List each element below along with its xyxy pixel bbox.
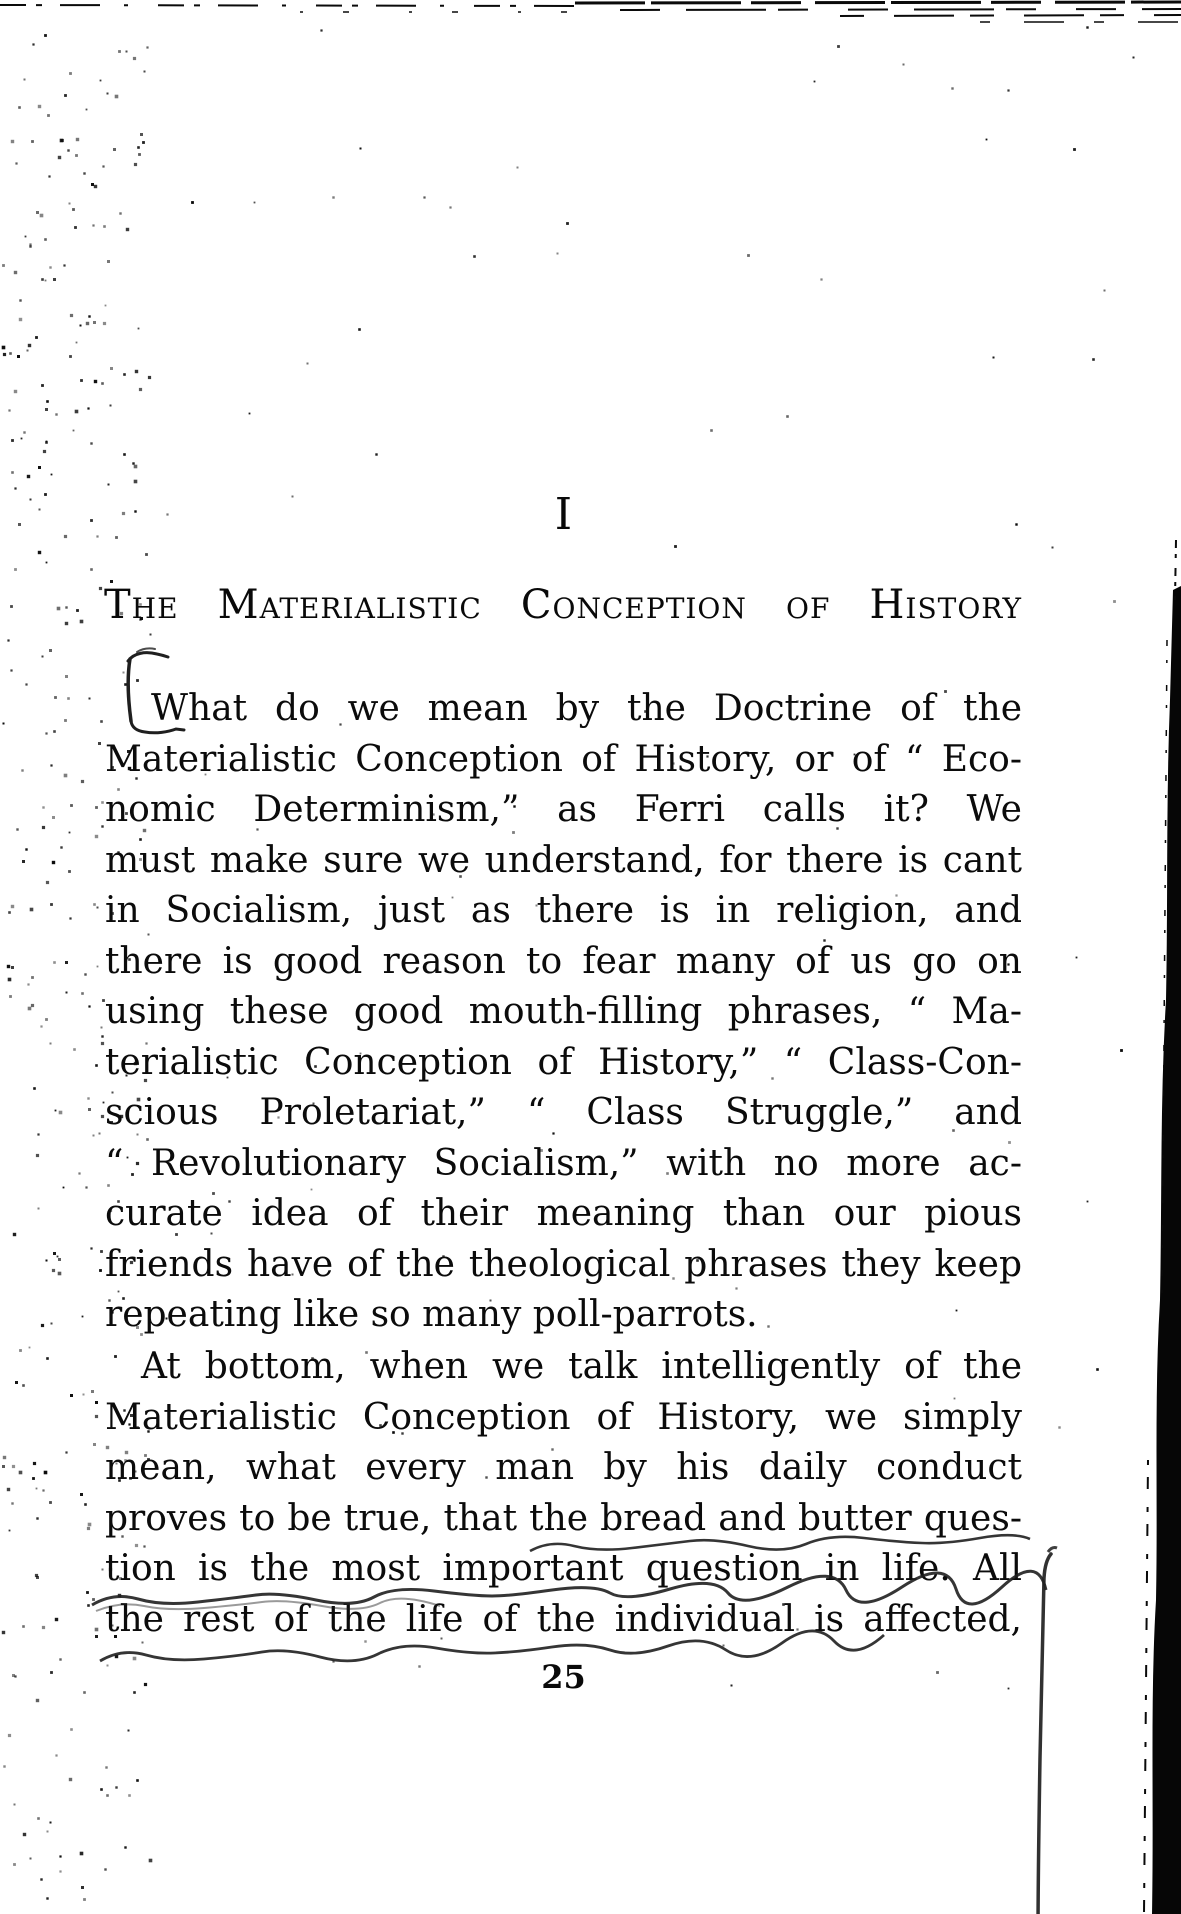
- paragraph-2: [105, 1342, 1022, 1645]
- text-line: tion is the most important question in life. All: [105, 1548, 1022, 1589]
- chapter-numeral: I: [554, 489, 573, 540]
- text-line: there is good reason to fear many of us go on: [105, 940, 1022, 982]
- paragraph-1: [105, 684, 1022, 1341]
- text-line: the rest of the life of the individual is affected,: [105, 1598, 1022, 1640]
- text-line: scious Proletariat,” “ Class Struggle,” and: [105, 1092, 1022, 1133]
- text-line: mean, what every man by his daily conduct: [105, 1447, 1022, 1488]
- text-line: using these good mouth-filling phrases, “ Ma-: [105, 991, 1022, 1032]
- text-line: repeating like so many poll-parrots.: [105, 1294, 758, 1335]
- scan-streaks-top: [0, 2, 1181, 22]
- text-line: curate idea of their meaning than our pious: [105, 1193, 1022, 1234]
- page-edge-shadow: [1144, 540, 1181, 1914]
- text-line: Materialistic Conception of History, or of “ Eco-: [105, 738, 1022, 780]
- text-line: must make sure we understand, for there is cant: [105, 839, 1022, 881]
- text-line: nomic Determinism,” as Ferri calls it? We: [105, 789, 1022, 830]
- page-heading: The Materialistic Conception of History: [104, 582, 1022, 628]
- pencil-margin-line: [1038, 1548, 1057, 1914]
- text-line: terialistic Conception of History,” “ Class-Con-: [105, 1041, 1022, 1083]
- text-line: friends have of the theological phrases they keep: [105, 1243, 1022, 1285]
- page-number: 25: [541, 1658, 586, 1696]
- text-line: in Socialism, just as there is in religion, and: [105, 890, 1022, 931]
- scan-noise-body: [0, 0, 1, 1]
- text-line: proves to be true, that the bread and butter ques-: [105, 1497, 1022, 1539]
- text-line: At bottom, when we talk intelligently of the: [141, 1346, 1022, 1387]
- text-line: Materialistic Conception of History, we simply: [105, 1396, 1022, 1438]
- text-line: What do we mean by the Doctrine of the: [151, 688, 1022, 729]
- text-line: “ Revolutionary Socialism,” with no more ac-: [105, 1142, 1022, 1184]
